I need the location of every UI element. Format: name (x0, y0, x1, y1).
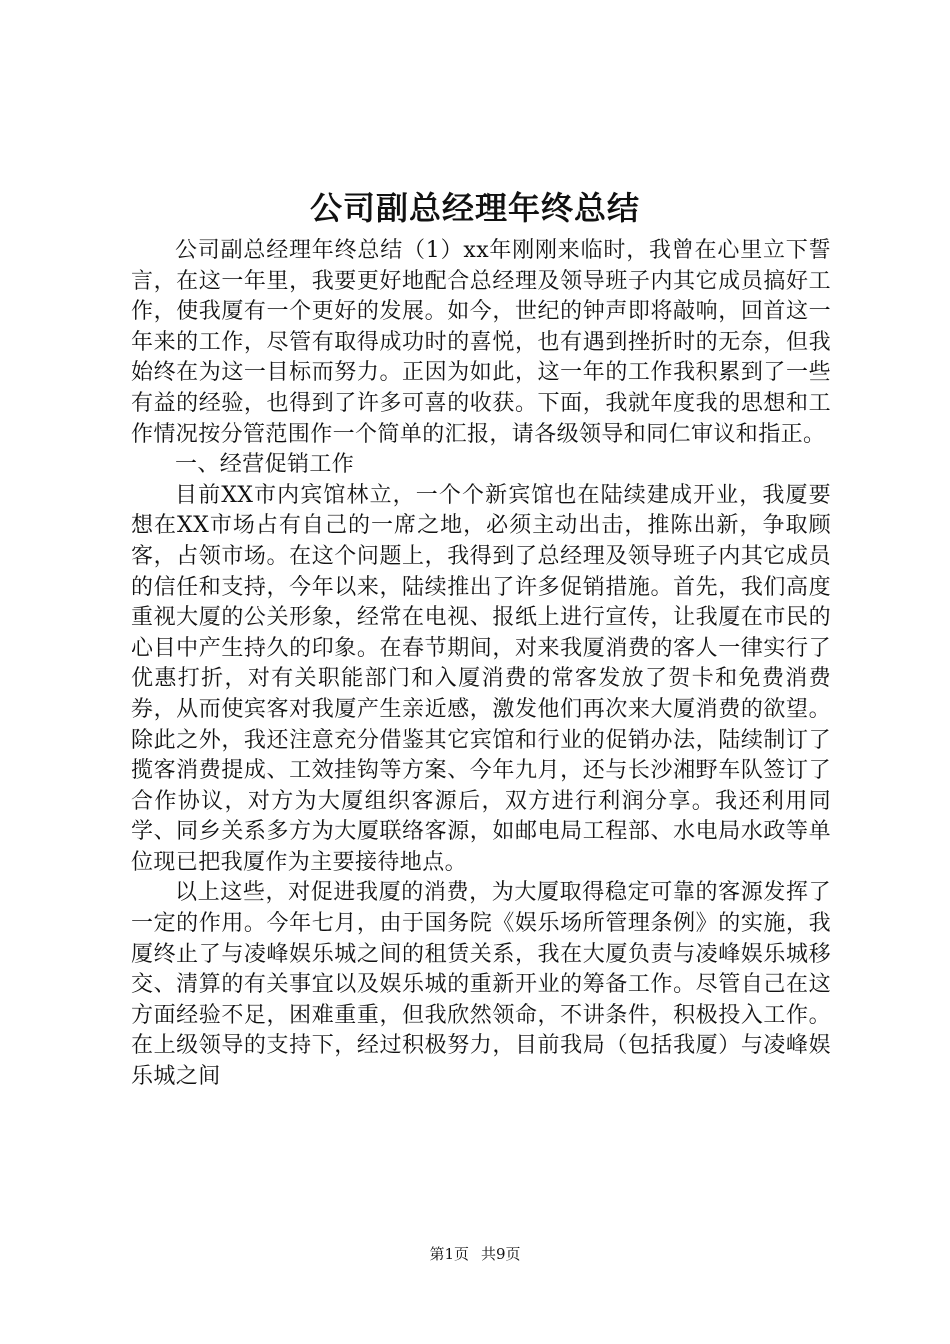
page-footer (0, 1244, 950, 1264)
page-total: 共9页 (481, 1245, 521, 1263)
page-number: 第1页 (429, 1245, 469, 1263)
document-title: 公司副总经理年终总结 (309, 189, 640, 227)
paragraph-results: 以上这些，对促进我厦的消费，为大厦取得稳定可靠的客源发挥了一定的作用。今年七月，由于国务院《娱乐场所管理条例》的实施，我厦终止了与凌峰娱乐城之间的租赁关系，我在大厦负责与凌峰娱乐城移交、清算的有关事宜以及娱乐城的重新开业的筹备工作。尽管自己在这方面经验不足，困难重重，但我欣然领命，不讲条件，积极投入工作。在上级领导的支持下，经过积极努力，目前我局（包括我厦）与凌峰娱乐城之间 (131, 880, 831, 1090)
section-heading: 一、经营促销工作 (175, 452, 355, 478)
paragraph-intro: 公司副总经理年终总结（1）xx年刚刚来临时，我曾在心里立下誓言，在这一年里，我要更好地配合总经理及领导班子内其它成员搞好工作，使我厦有一个更好的发展。如今，世纪的钟声即将敲响，回首这一年来的工作，尽管有取得成功时的喜悦，也有遇到挫折时的无奈，但我始终在为这一目标而努力。正因为如此，这一年的工作我积累到了一些有益的经验，也得到了许多可喜的收获。下面，我就年度我的思想和工作情况按分管范围作一个简单的汇报，请各级领导和同仁审议和指正。 (131, 238, 831, 447)
document-body (131, 236, 831, 1093)
paragraph-marketing: 目前XX市内宾馆林立，一个个新宾馆也在陆续建成开业，我厦要想在XX市场占有自己的一席之地，必须主动出击，推陈出新，争取顾客，占领市场。在这个问题上，我得到了总经理及领导班子内其它成员的信任和支持，今年以来，陆续推出了许多促销措施。首先，我们高度重视大厦的公关形象，经常在电视、报纸上进行宣传，让我厦在市民的心目中产生持久的印象。在春节期间，对来我厦消费的客人一律实行了优惠打折，对有关职能部门和入厦消费的常客发放了贺卡和免费消费券，从而使宾客对我厦产生亲近感，激发他们再次来大厦消费的欲望。除此之外，我还注意充分借鉴其它宾馆和行业的促销办法，陆续制订了揽客消费提成、工效挂钩等方案、今年九月，还与长沙湘野车队签订了合作协议，对方为大厦组织客源后，双方进行利润分享。我还利用同学、同乡关系多方为大厦联络客源，如邮电局工程部、水电局水政等单位现已把我厦作为主要接待地点。 (131, 482, 831, 875)
